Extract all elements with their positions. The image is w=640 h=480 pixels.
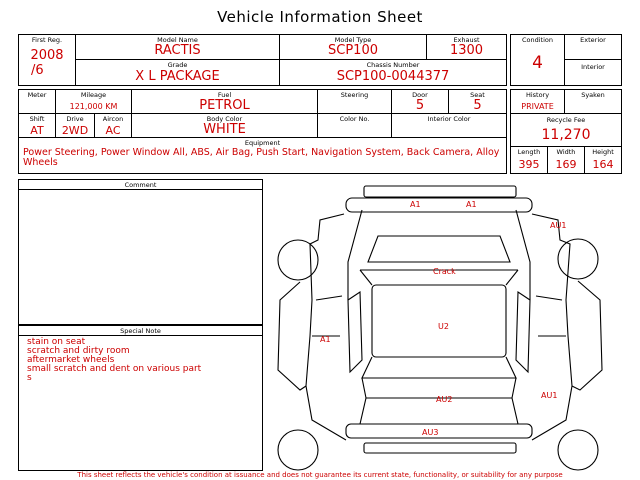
mileage-label: Mileage <box>80 91 107 99</box>
length-value: 395 <box>518 158 540 171</box>
syaken-label: Syaken <box>581 91 605 99</box>
left-side-panel <box>306 386 346 440</box>
left-front-fender <box>306 214 344 386</box>
mark-a1-top-right: A1 <box>466 200 477 209</box>
recycle-fee-value: 11,270 <box>541 127 591 143</box>
left-door-lines <box>312 296 342 336</box>
model-name-label: Model Name <box>157 36 198 44</box>
model-name-value: RACTIS <box>154 43 201 58</box>
color-no-label: Color No. <box>339 115 370 123</box>
model-type-label: Model Type <box>334 36 372 44</box>
equipment-value: Power Steering, Power Window All, ABS, Air Bag, Push Start, Navigation System, Back Camera, Alloy Wheels <box>23 147 500 168</box>
seat-value: 5 <box>473 98 482 113</box>
front-right-wheel <box>558 239 598 279</box>
height-value: 164 <box>592 158 614 171</box>
chassis-number-value: SCP100-0044377 <box>336 69 450 84</box>
body-color-label: Body Color <box>206 115 243 123</box>
seat-label: Seat <box>470 91 485 99</box>
mark-au3: AU3 <box>422 428 439 437</box>
special-note-item: scratch and dirty room <box>27 346 130 356</box>
left-windows <box>348 292 362 372</box>
steering-label: Steering <box>340 91 369 99</box>
right-door-lines <box>536 296 566 336</box>
grade-label: Grade <box>167 61 188 69</box>
roof <box>372 285 506 357</box>
special-note-item: s <box>27 373 32 383</box>
rear-glass <box>362 357 516 378</box>
sheet-title: Vehicle Information Sheet <box>217 8 423 26</box>
mark-au2: AU2 <box>436 395 453 404</box>
door-label: Door <box>412 91 428 99</box>
width-value: 169 <box>555 158 577 171</box>
special-note-item: aftermarket wheels <box>27 355 115 365</box>
comment-label: Comment <box>124 181 157 189</box>
recycle-fee-label: Recycle Fee <box>546 116 586 124</box>
first-reg-label: First Reg. <box>31 36 63 44</box>
special-note-label: Special Note <box>120 327 161 335</box>
model-type-value: SCP100 <box>328 43 378 58</box>
drive-label: Drive <box>66 115 84 123</box>
rear-left-wheel <box>278 430 318 470</box>
mark-u2: U2 <box>438 322 449 331</box>
body-color-value: WHITE <box>203 122 246 137</box>
mark-au1-top-right: AU1 <box>550 221 567 230</box>
exhaust-value: 1300 <box>449 43 484 58</box>
equipment-label: Equipment <box>244 139 281 147</box>
exhaust-label: Exhaust <box>453 36 480 44</box>
mark-a1-top-left: A1 <box>410 200 421 209</box>
first-reg-month: /6 <box>31 63 44 78</box>
special-note-item: stain on seat <box>27 337 86 347</box>
exterior-label: Exterior <box>580 36 606 44</box>
fuel-value: PETROL <box>199 98 250 113</box>
aircon-label: Aircon <box>102 115 124 123</box>
grade-value: X L PACKAGE <box>135 69 220 84</box>
condition-value: 4 <box>532 53 543 73</box>
disclaimer-footer: This sheet reflects the vehicle's condition at issuance and does not guarantee its current state, functionality, or suitability for any purpose <box>77 471 563 479</box>
condition-label: Condition <box>521 36 554 44</box>
chassis-number-label: Chassis Number <box>366 61 420 69</box>
length-label: Length <box>517 148 541 156</box>
front-left-wheel <box>278 240 318 280</box>
interior-color-label: Interior Color <box>427 115 471 123</box>
rear-bumper <box>364 443 516 453</box>
first-reg-year: 2008 <box>30 48 64 63</box>
special-note-item: small scratch and dent on various part <box>27 364 202 374</box>
width-label: Width <box>556 148 576 156</box>
history-value: PRIVATE <box>521 102 554 111</box>
history-label: History <box>525 91 550 99</box>
right-windows <box>516 292 530 372</box>
aircon-value: AC <box>105 124 121 137</box>
left-outer-line <box>278 282 306 390</box>
door-value: 5 <box>415 98 425 113</box>
front-bumper <box>364 186 516 197</box>
meter-label: Meter <box>27 91 47 99</box>
mark-a1-left: A1 <box>320 335 331 344</box>
a-pillar-right <box>516 210 530 300</box>
shift-label: Shift <box>29 115 45 123</box>
drive-value: 2WD <box>61 124 89 137</box>
height-label: Height <box>592 148 614 156</box>
right-outer-line <box>572 281 602 390</box>
shift-value: AT <box>30 124 44 137</box>
interior-label: Interior <box>581 63 605 71</box>
mark-crack: Crack <box>433 267 456 276</box>
fuel-label: Fuel <box>217 91 232 99</box>
rear-panel <box>346 424 532 438</box>
hood <box>346 198 532 212</box>
windshield <box>368 236 510 262</box>
right-front-fender <box>532 214 572 386</box>
a-pillar-left <box>348 210 362 300</box>
mileage-value: 121,000 KM <box>69 102 118 111</box>
rear-right-wheel <box>558 430 598 470</box>
mark-au1-right: AU1 <box>541 391 558 400</box>
